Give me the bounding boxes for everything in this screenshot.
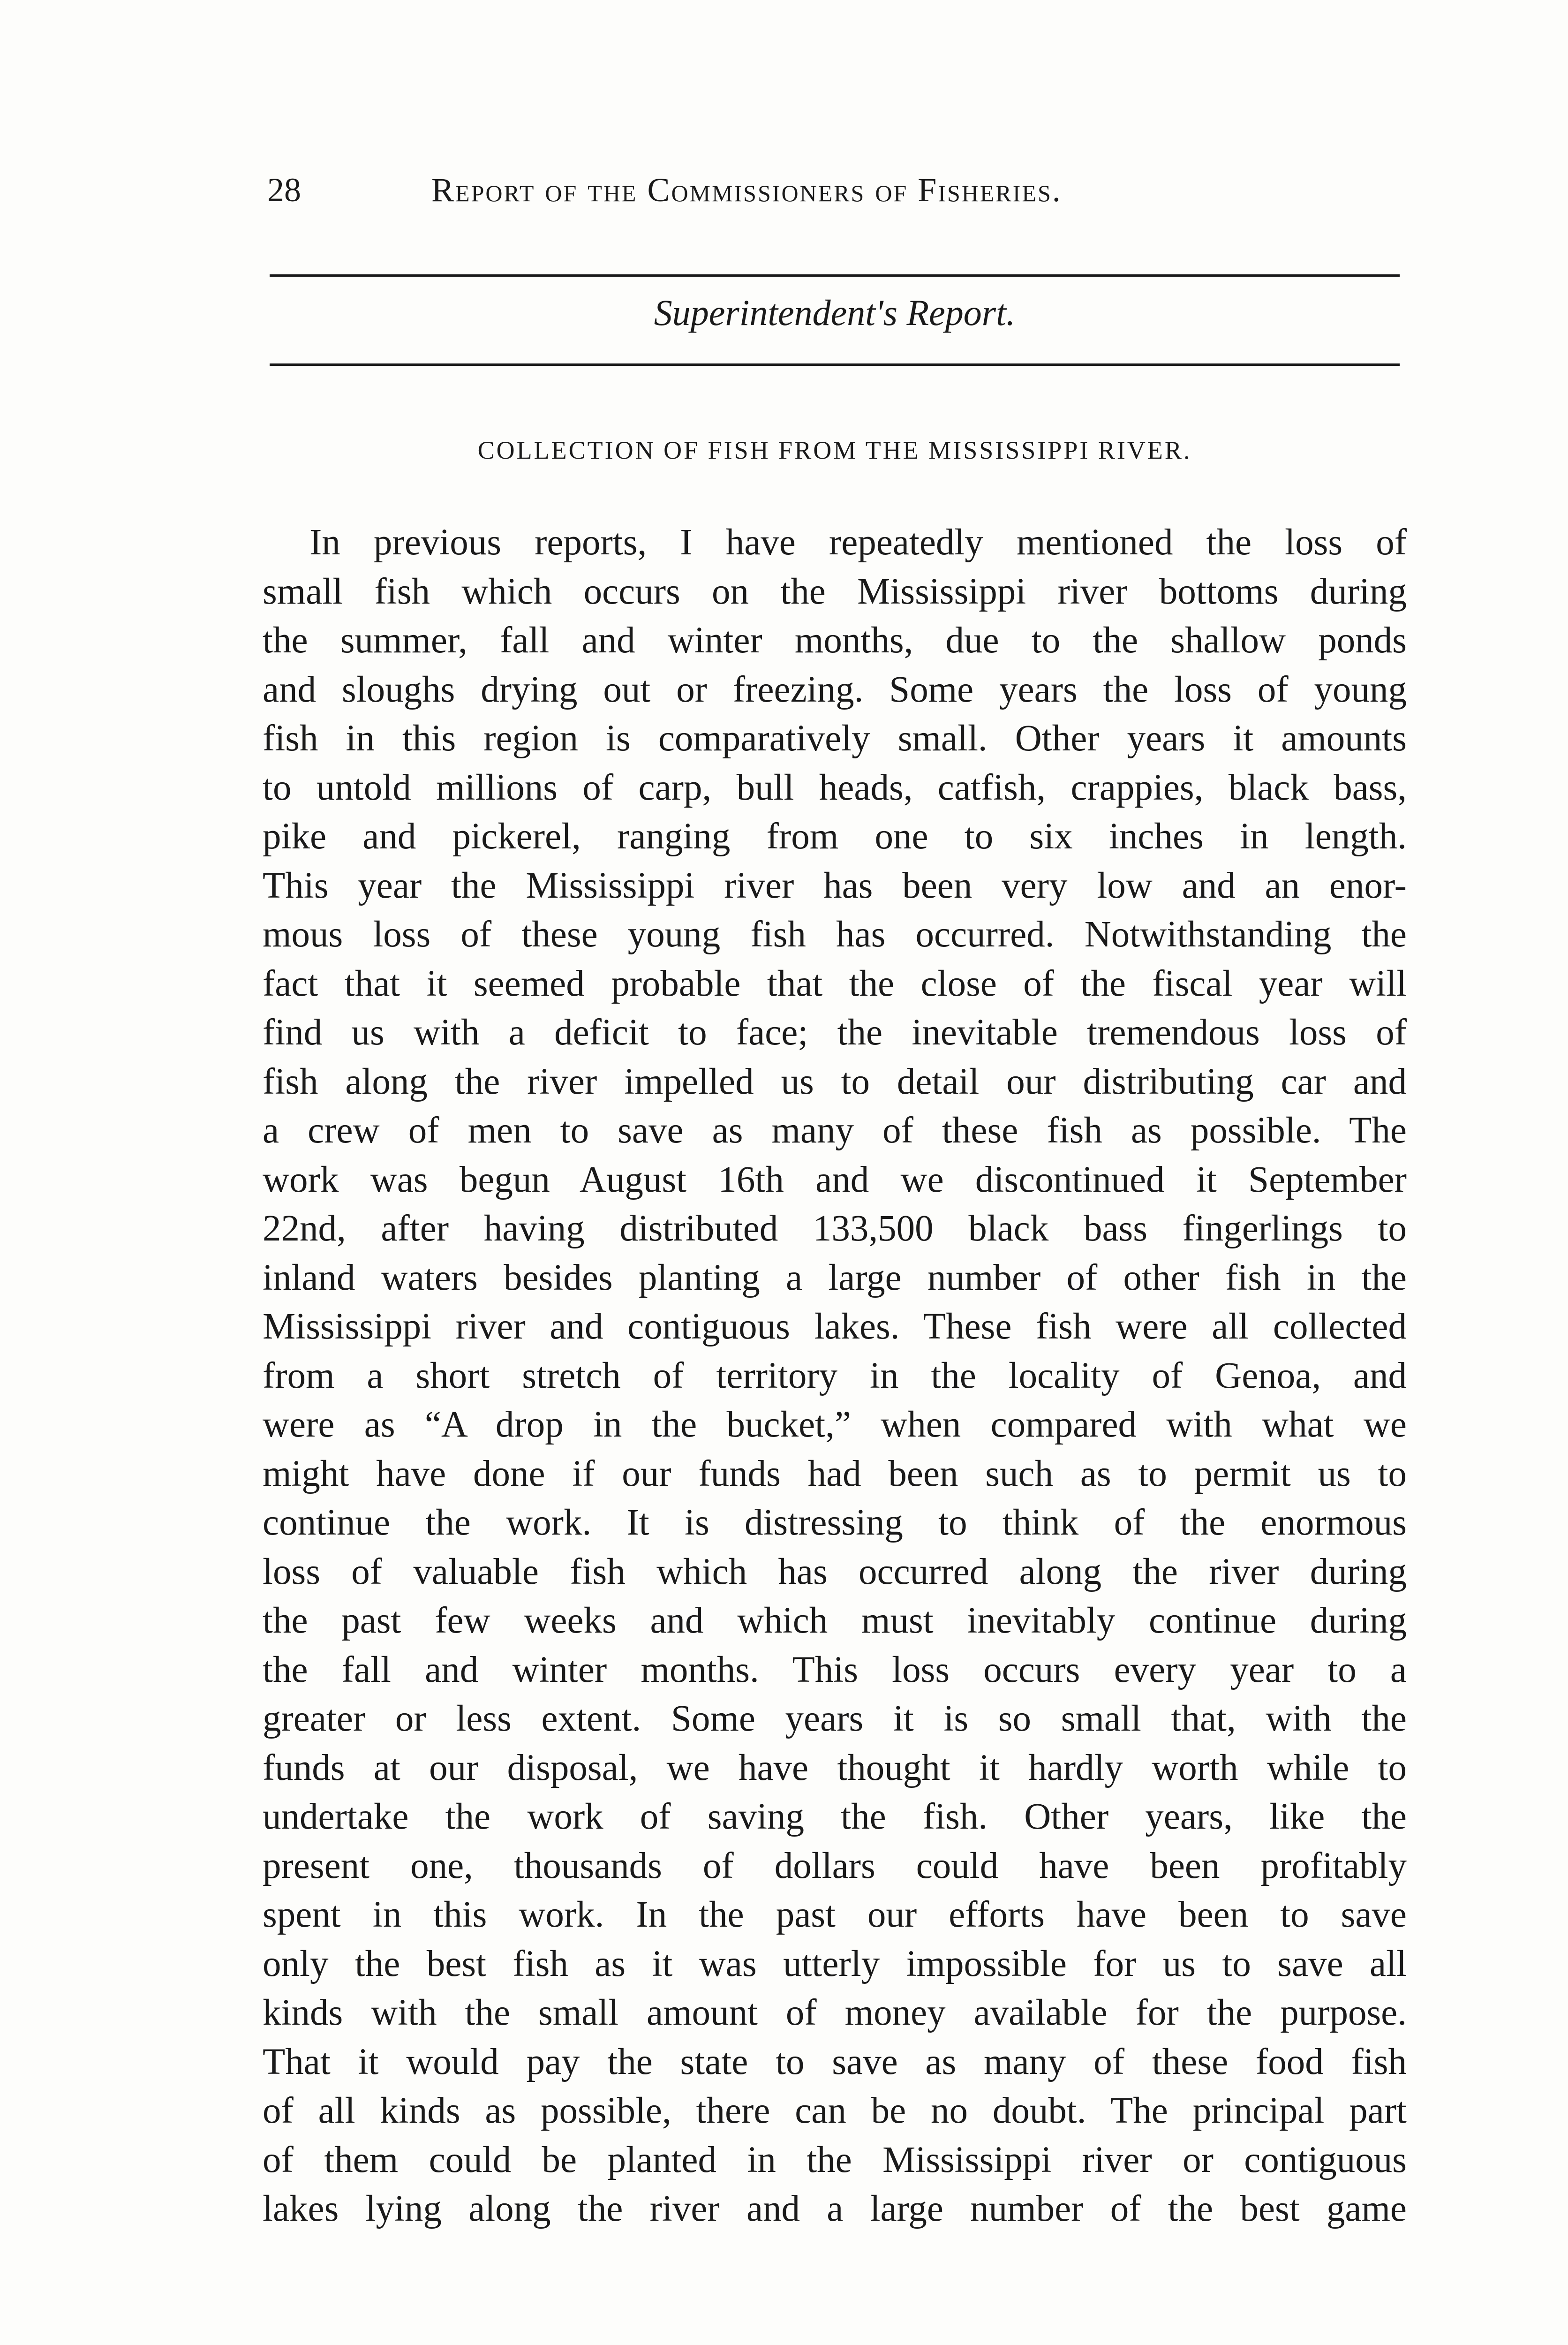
- text-line: of all kinds as possible, there can be no doubt. The principal part: [263, 2090, 1407, 2131]
- text-line: loss of valuable fish which has occurred along the river during: [263, 1551, 1407, 1592]
- text-line: the summer, fall and winter months, due to the shallow ponds: [263, 620, 1407, 661]
- text-line: undertake the work of saving the fish. Other years, like the: [263, 1796, 1407, 1837]
- text-line: That it would pay the state to save as many of these food fish: [263, 2041, 1407, 2082]
- text-line: Mississippi river and contiguous lakes. These fish were all collected: [263, 1306, 1407, 1347]
- text-line: to untold millions of carp, bull heads, catfish, crappies, black bass,: [263, 767, 1407, 808]
- running-head: [267, 166, 1407, 218]
- running-title: Report of the Commissioners of Fisheries.: [431, 171, 1062, 209]
- text-line: In previous reports, I have repeatedly mentioned the loss of: [309, 522, 1407, 563]
- text-line: fish along the river impelled us to detail our distributing car and: [263, 1061, 1407, 1102]
- body-text: [263, 518, 1407, 2234]
- page-number: 28: [267, 171, 301, 209]
- text-line: from a short stretch of territory in the locality of Genoa, and: [263, 1355, 1407, 1396]
- text-line: mous loss of these young fish has occurred. Notwithstanding the: [263, 914, 1407, 955]
- text-line: lakes lying along the river and a large number of the best game: [263, 2188, 1407, 2229]
- text-line: spent in this work. In the past our efforts have been to save: [263, 1894, 1407, 1935]
- section-heading: COLLECTION OF FISH FROM THE MISSISSIPPI RIVER.: [477, 436, 1192, 464]
- text-line: the past few weeks and which must inevitably continue during: [263, 1600, 1407, 1641]
- text-line: of them could be planted in the Mississippi river or contiguous: [263, 2139, 1407, 2180]
- text-line: pike and pickerel, ranging from one to six inches in length.: [263, 816, 1407, 857]
- text-line: 22nd, after having distributed 133,500 black bass fingerlings to: [263, 1208, 1407, 1249]
- text-line: present one, thousands of dollars could have been profitably: [263, 1845, 1407, 1886]
- section-subtitle: Superintendent's Report.: [654, 292, 1016, 333]
- text-line: find us with a deficit to face; the inevitable tremendous loss of: [263, 1012, 1407, 1053]
- text-line: kinds with the small amount of money available for the purpose.: [263, 1992, 1407, 2033]
- text-line: were as “A drop in the bucket,” when compared with what we: [263, 1404, 1407, 1445]
- text-line: fish in this region is comparatively small. Other years it amounts: [263, 718, 1407, 759]
- text-line: work was begun August 16th and we discontinued it September: [263, 1159, 1407, 1200]
- text-line: This year the Mississippi river has been very low and an enor-: [263, 865, 1407, 906]
- text-line: might have done if our funds had been such as to permit us to: [263, 1453, 1407, 1494]
- text-line: inland waters besides planting a large number of other fish in the: [263, 1257, 1407, 1298]
- text-line: fact that it seemed probable that the close of the fiscal year will: [263, 963, 1407, 1004]
- header-rule-top: [270, 274, 1400, 277]
- text-line: a crew of men to save as many of these fish as possible. The: [263, 1110, 1407, 1151]
- text-line: greater or less extent. Some years it is so small that, with the: [263, 1698, 1407, 1739]
- text-line: the fall and winter months. This loss occurs every year to a: [263, 1649, 1407, 1690]
- text-line: small fish which occurs on the Mississippi river bottoms during: [263, 571, 1407, 612]
- text-line: continue the work. It is distressing to think of the enormous: [263, 1502, 1407, 1543]
- text-line: only the best fish as it was utterly impossible for us to save all: [263, 1943, 1407, 1984]
- text-line: and sloughs drying out or freezing. Some years the loss of young: [263, 669, 1407, 710]
- text-line: funds at our disposal, we have thought it hardly worth while to: [263, 1747, 1407, 1788]
- header-rule-bottom: [270, 363, 1400, 366]
